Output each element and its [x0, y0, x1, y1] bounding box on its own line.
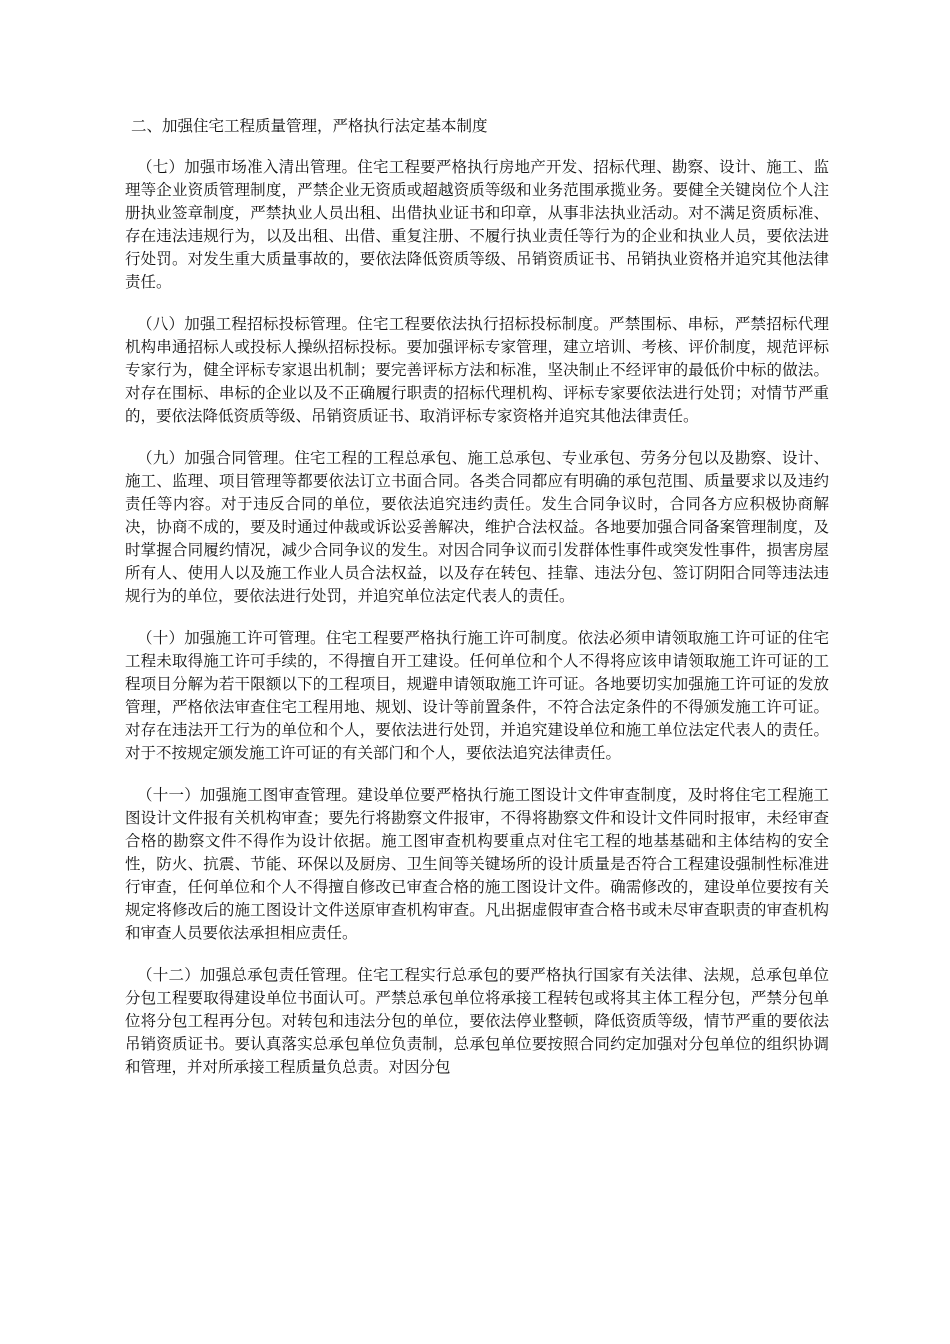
section-title: 二、加强住宅工程质量管理，严格执行法定基本制度 [131, 117, 488, 135]
paragraph-7: （七）加强市场准入清出管理。住宅工程要严格执行房地产开发、招标代理、勘察、设计、施工、监理等企业资质管理制度，严禁企业无资质或超越资质等级和业务范围承揽业务。要健全关键岗位个人注册执业签章制度，严禁执业人员出租、出借执业证书和印章，从事非法执业活动。对不满足资质标准、存在违法违规行为，以及出租、出借、重复注册、不履行执业责任等行为的企业和执业人员，要依法进行处罚。对发生重大质量事故的，要依法降低资质等级、吊销资质证书、吊销执业资格并追究其他法律责任。 [125, 158, 829, 291]
paragraph-9: （九）加强合同管理。住宅工程的工程总承包、施工总承包、专业承包、劳务分包以及勘察、设计、施工、监理、项目管理等都要依法订立书面合同。各类合同都应有明确的承包范围、质量要求以及违约责任等内容。对于违反合同的单位，要依法追究违约责任。发生合同争议时，合同各方应积极协商解决，协商不成的，要及时通过仲裁或诉讼妥善解决，维护合法权益。各地要加强合同备案管理制度，及时掌握合同履约情况，减少合同争议的发生。对因合同争议而引发群体性事件或突发性事件，损害房屋所有人、使用人以及施工作业人员合法权益，以及存在转包、挂靠、违法分包、签订阴阳合同等违法违规行为的单位，要依法进行处罚，并追究单位法定代表人的责任。 [125, 449, 829, 605]
paragraph-11: （十一）加强施工图审查管理。建设单位要严格执行施工图设计文件审查制度，及时将住宅工程施工图设计文件报有关机构审查；要先行将勘察文件报审，不得将勘察文件和设计文件同时报审，未经审查合格的勘察文件不得作为设计依据。施工图审查机构要重点对住宅工程的地基基础和主体结构的安全性，防火、抗震、节能、环保以及厨房、卫生间等关键场所的设计质量是否符合工程建设强制性标准进行审查，任何单位和个人不得擅自修改已审查合格的施工图设计文件。确需修改的，建设单位要按有关规定将修改后的施工图设计文件送原审查机构审查。凡出据虚假审查合格书或未尽审查职责的审查机构和审查人员要依法承担相应责任。 [125, 786, 829, 942]
paragraph-12: （十二）加强总承包责任管理。住宅工程实行总承包的要严格执行国家有关法律、法规，总承包单位分包工程要取得建设单位书面认可。严禁总承包单位将承接工程转包或将其主体工程分包，严禁分包单位将分包工程再分包。对转包和违法分包的单位，要依法停业整顿，降低资质等级，情节严重的要依法吊销资质证书。要认真落实总承包单位负责制，总承包单位要按照合同约定加强对分包单位的组织协调和管理，并对所承接工程质量负总责。对因分包 [125, 966, 829, 1076]
paragraph-10: （十）加强施工许可管理。住宅工程要严格执行施工许可制度。依法必须申请领取施工许可证的住宅工程未取得施工许可手续的，不得擅自开工建设。任何单位和个人不得将应该申请领取施工许可证的工程项目分解为若干限额以下的工程项目，规避申请领取施工许可证。各地要切实加强施工许可证的发放管理，严格依法审查住宅工程用地、规划、设计等前置条件，不符合法定条件的不得颁发施工许可证。对存在违法开工行为的单位和个人，要依法进行处罚，并追究建设单位和施工单位法定代表人的责任。对于不按规定颁发施工许可证的有关部门和个人，要依法追究法律责任。 [125, 629, 829, 762]
document-body [125, 112, 829, 1079]
paragraph-8: （八）加强工程招标投标管理。住宅工程要依法执行招标投标制度。严禁围标、串标，严禁招标代理机构串通招标人或投标人操纵招标投标。要加强评标专家管理，建立培训、考核、评价制度，规范评标专家行为，健全评标专家退出机制；要完善评标方法和标准，坚决制止不经评审的最低价中标的做法。对存在围标、串标的企业以及不正确履行职责的招标代理机构、评标专家要依法进行处罚；对情节严重的，要依法降低资质等级、吊销资质证书、取消评标专家资格并追究其他法律责任。 [125, 315, 829, 425]
